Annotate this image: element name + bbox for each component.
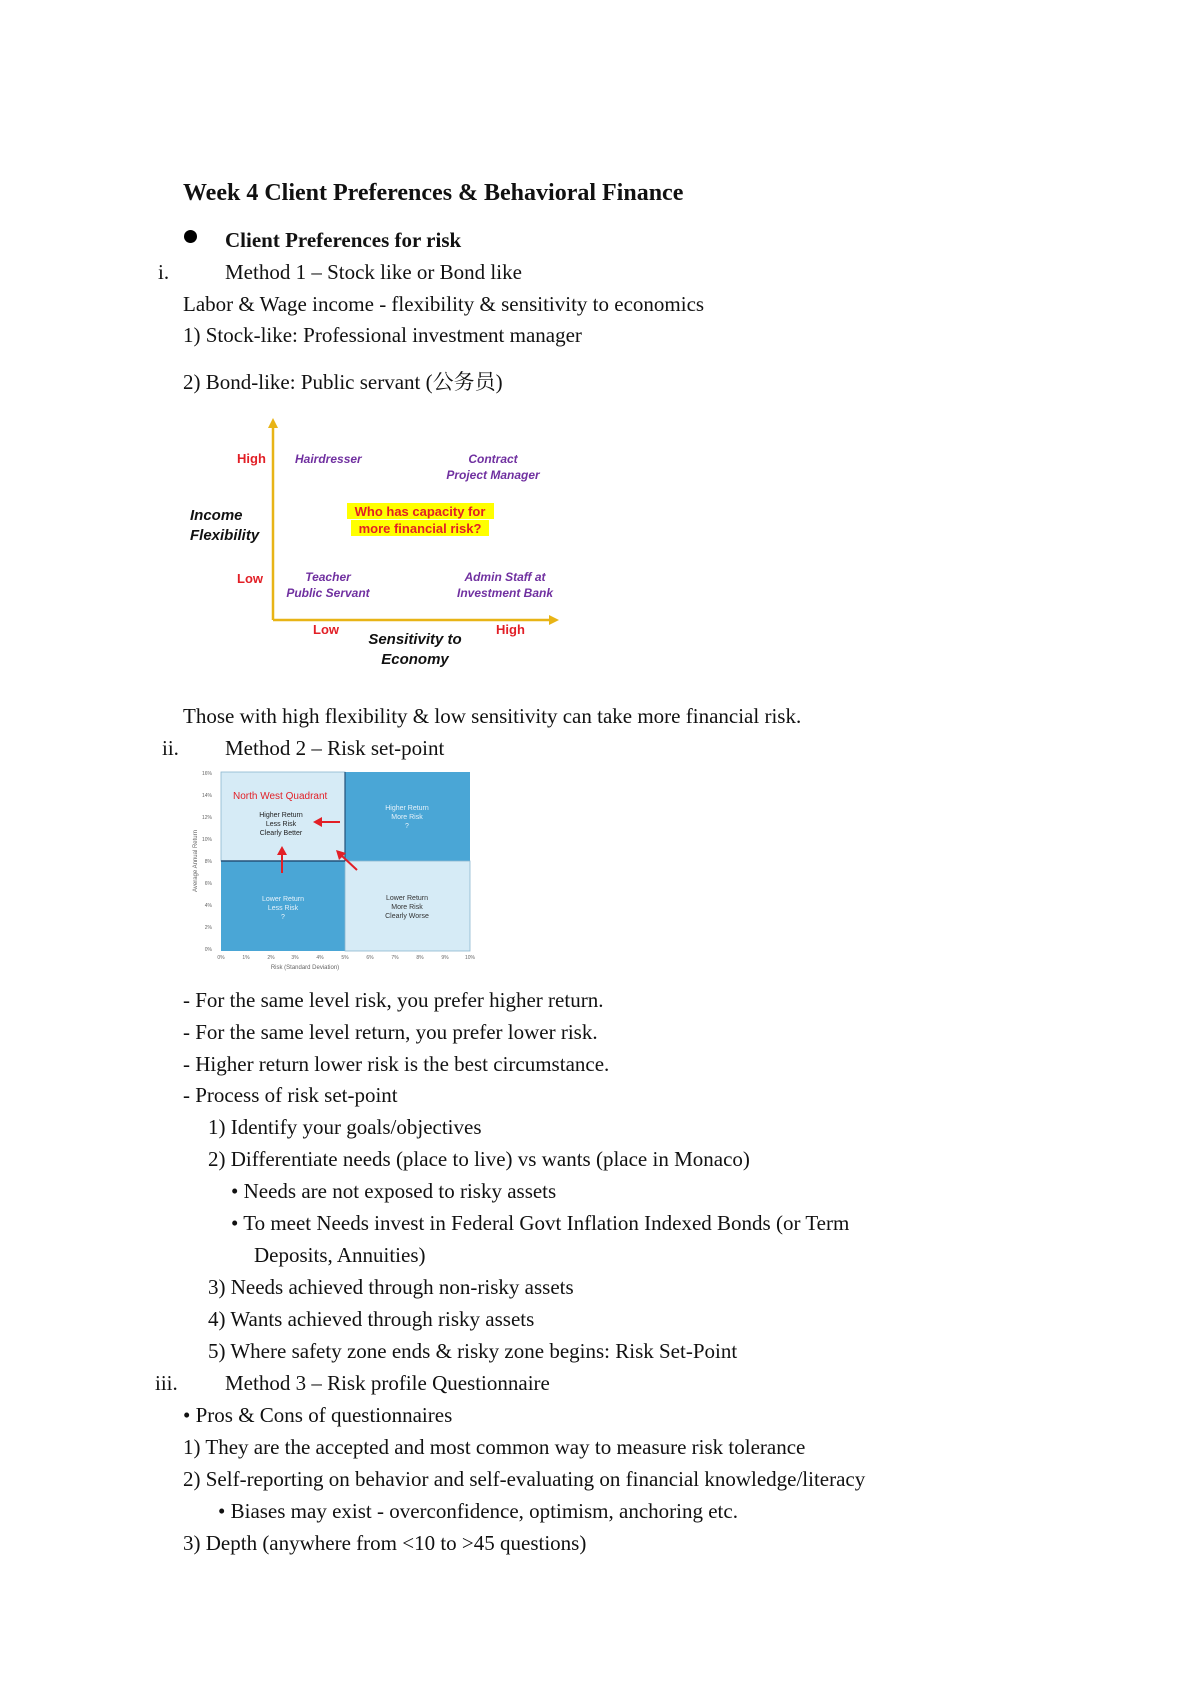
sw-text: Less Risk	[267, 905, 299, 912]
x-low-label: Low	[313, 622, 339, 637]
nw-title: North West Quadrant	[233, 791, 328, 802]
method2-step: 1) Identify your goals/objectives	[208, 1115, 482, 1139]
x-high-label: High	[496, 622, 525, 637]
x-tick: 4%	[316, 955, 324, 961]
nw-text: Clearly Better	[259, 830, 303, 837]
x-tick: 7%	[391, 955, 399, 961]
method3-line: 3) Depth (anywhere from <10 to >45 questions)	[183, 1531, 587, 1555]
x-tick: 5%	[341, 955, 349, 961]
method3-line: 1) They are the accepted and most common way to measure risk tolerance	[183, 1435, 806, 1459]
y-axis-label: Average Annual Return	[193, 830, 199, 892]
x-tick: 1%	[242, 955, 250, 961]
y-tick: 12%	[201, 815, 212, 821]
y-high-label: High	[237, 451, 266, 466]
y-low-label: Low	[237, 571, 263, 586]
method2-step: 4) Wants achieved through risky assets	[208, 1307, 535, 1331]
x-axis-label: Economy	[381, 651, 449, 668]
method1-conclusion: Those with high flexibility & low sensitivity can take more financial risk.	[183, 704, 802, 728]
method2-bullet: - Process of risk set-point	[183, 1083, 398, 1107]
nw-text: Less Risk	[265, 821, 297, 828]
method3-heading: Method 3 – Risk profile Questionnaire	[225, 1371, 550, 1395]
flexibility-sensitivity-figure	[185, 418, 565, 680]
method3-numeral: iii.	[155, 1371, 178, 1395]
x-tick: 9%	[441, 955, 449, 961]
method1-line: 1) Stock-like: Professional investment manager	[183, 323, 582, 347]
x-tick: 10%	[464, 955, 475, 961]
ne-text: ?	[405, 823, 409, 830]
bullet-dot-icon	[184, 230, 197, 243]
method1-heading: Method 1 – Stock like or Bond like	[225, 260, 522, 284]
y-tick: 4%	[204, 903, 212, 909]
x-tick: 8%	[416, 955, 424, 961]
ne-text: Higher Return	[385, 805, 429, 812]
risk-setpoint-figure	[185, 765, 475, 975]
ne-text: More Risk	[391, 814, 423, 821]
y-axis-label: Flexibility	[190, 527, 260, 544]
x-tick: 0%	[217, 955, 225, 961]
se-text: More Risk	[391, 904, 423, 911]
method2-heading: Method 2 – Risk set-point	[225, 736, 445, 760]
y-axis-label: Income	[190, 507, 243, 524]
method2-bullet: - For the same level risk, you prefer higher return.	[183, 988, 604, 1012]
y-tick: 2%	[204, 925, 212, 931]
x-axis-label: Sensitivity to	[368, 631, 462, 648]
sw-text: Lower Return	[261, 896, 305, 903]
y-tick: 0%	[204, 947, 212, 953]
method3-sub-bullet: • Biases may exist - overconfidence, optimism, anchoring etc.	[218, 1499, 738, 1523]
method2-numeral: ii.	[162, 736, 179, 760]
quadrant-top-right: Project Manager	[446, 468, 540, 482]
y-tick: 6%	[204, 881, 212, 887]
x-tick: 2%	[267, 955, 275, 961]
x-axis-label: Risk (Standard Deviation)	[270, 965, 340, 971]
method2-sub-bullet: Deposits, Annuities)	[254, 1243, 426, 1267]
se-text: Lower Return	[385, 895, 429, 902]
method2-sub-bullet: • Needs are not exposed to risky assets	[231, 1179, 557, 1203]
quadrant-bottom-right: Admin Staff at	[464, 570, 546, 584]
x-tick-labels	[217, 955, 475, 961]
method2-sub-bullet: • To meet Needs invest in Federal Govt Inflation Indexed Bonds (or Term	[231, 1211, 850, 1235]
quadrant-top-right: Contract	[468, 452, 518, 466]
x-tick: 6%	[366, 955, 374, 961]
method2-bullet: - Higher return lower risk is the best circumstance.	[183, 1052, 610, 1076]
method2-step: 5) Where safety zone ends & risky zone begins: Risk Set-Point	[208, 1339, 738, 1363]
quadrant-bottom-right: Investment Bank	[456, 586, 554, 600]
y-tick: 16%	[201, 771, 212, 777]
x-tick: 3%	[291, 955, 299, 961]
method2-step: 3) Needs achieved through non-risky assets	[208, 1275, 574, 1299]
section-heading: Client Preferences for risk	[225, 228, 462, 252]
callout-text: more financial risk?	[358, 521, 482, 536]
y-tick: 8%	[204, 859, 212, 865]
se-text: Clearly Worse	[385, 913, 429, 920]
method3-line: 2) Self-reporting on behavior and self-evaluating on financial knowledge/literacy	[183, 1467, 866, 1491]
nw-text: Higher Return	[259, 812, 303, 819]
page-title: Week 4 Client Preferences & Behavioral Finance	[183, 180, 684, 206]
method1-line: Labor & Wage income - flexibility & sensitivity to economics	[183, 292, 705, 316]
method1-line: 2) Bond-like: Public servant (公务员)	[183, 370, 503, 394]
y-axis-arrow-icon	[268, 418, 278, 428]
method1-numeral: i.	[158, 260, 170, 284]
quadrant-bottom-left: Teacher	[305, 570, 351, 584]
method3-line: • Pros & Cons of questionnaires	[183, 1403, 453, 1427]
y-tick-labels	[202, 771, 213, 953]
method2-step: 2) Differentiate needs (place to live) vs wants (place in Monaco)	[208, 1147, 750, 1171]
method2-bullet: - For the same level return, you prefer lower risk.	[183, 1020, 598, 1044]
y-tick: 10%	[201, 837, 212, 843]
y-tick: 14%	[201, 793, 212, 799]
x-axis-arrow-icon	[549, 615, 559, 625]
quadrant-top-left: Hairdresser	[295, 452, 362, 466]
callout-text: Who has capacity for	[354, 504, 486, 519]
quadrant-bottom-left: Public Servant	[286, 586, 370, 600]
sw-text: ?	[281, 914, 285, 921]
